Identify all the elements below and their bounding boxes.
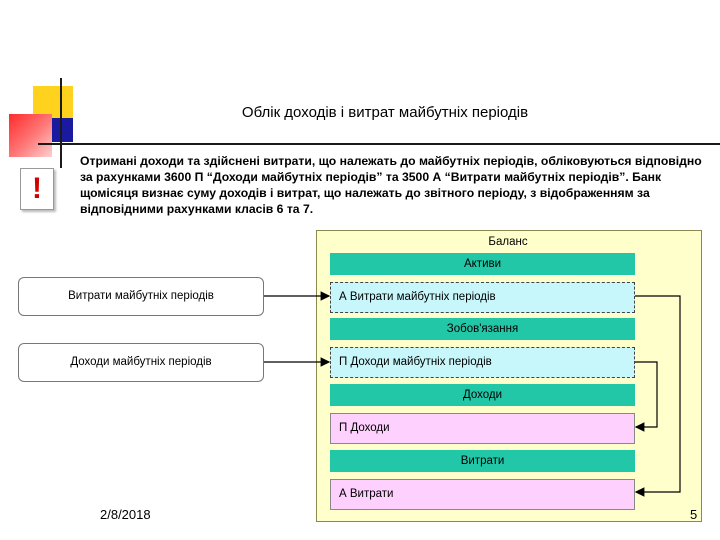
asset-account-box: А Витрати майбутніх періодів [330, 282, 635, 313]
description-text: Отримані доходи та здійснені витрати, що належать до майбутніх періодів, обліковуються відповідно за рахунками 3600 П “Доходи майбутніх періодів” та 3500 А “Витрати майбутніх періодів”. Банк щомісяця визнає суму доходів і витрат, що належать до звітного періоду, з відображенням за відповідними рахунками класів 6 та 7. [80, 154, 702, 216]
income-account-box: П Доходи [330, 413, 635, 444]
page-number: 5 [690, 507, 698, 522]
footer-date: 2/8/2018 [100, 507, 151, 522]
liability-account-box: П Доходи майбутніх періодів [330, 347, 635, 378]
balance-label: Баланс [488, 236, 528, 248]
slide-title: Облік доходів і витрат майбутніх періодів [241, 104, 529, 121]
expenses-bar: Витрати [330, 450, 635, 472]
expense-account-box: А Витрати [330, 479, 635, 510]
liabilities-bar: Зобов'язання [330, 318, 635, 340]
expenses-future-box: Витрати майбутніх періодів [18, 277, 264, 316]
exclamation-icon: ! [20, 168, 54, 210]
income-future-box: Доходи майбутніх періодів [18, 343, 264, 382]
arrow-liability-to-income [635, 362, 657, 427]
income-bar: Доходи [330, 384, 635, 406]
assets-bar: Активи [330, 253, 635, 275]
